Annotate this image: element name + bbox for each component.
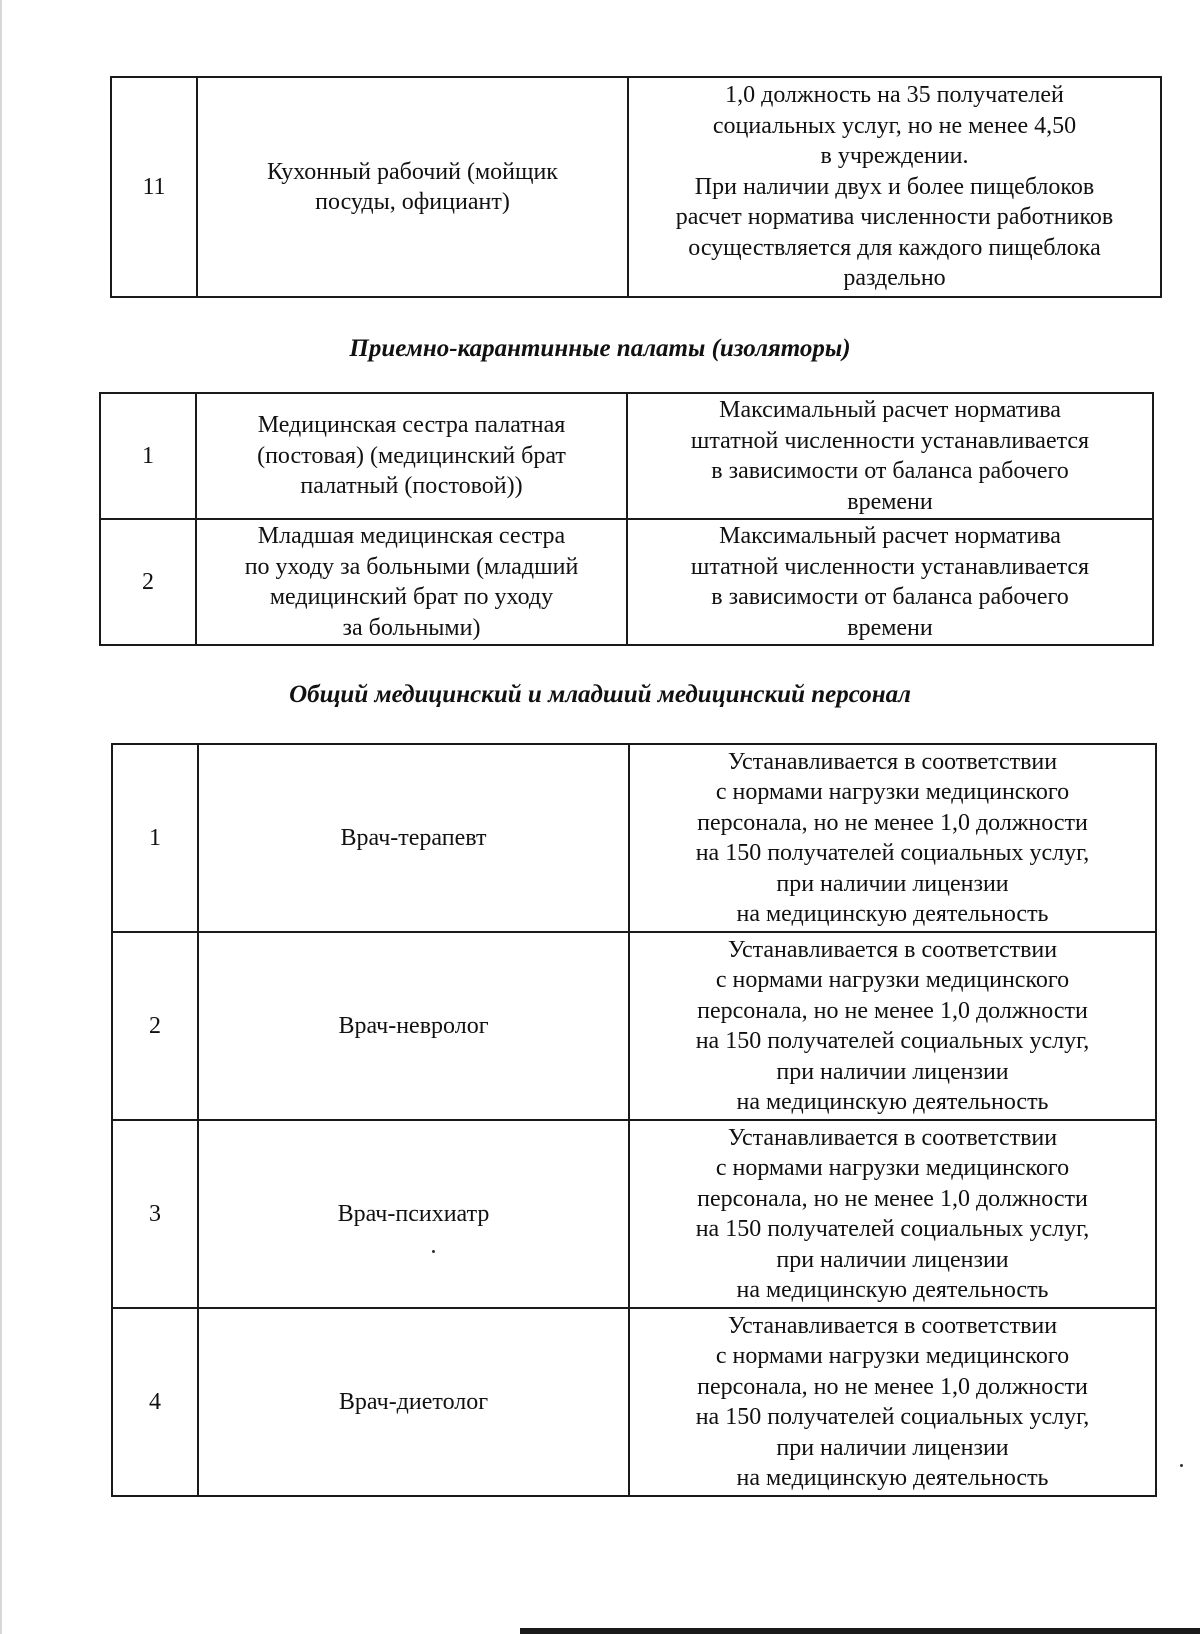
row-number: 11 bbox=[111, 77, 197, 297]
position-name: Врач-терапевт bbox=[198, 744, 629, 932]
scan-bottom-edge bbox=[520, 1628, 1200, 1634]
table-row bbox=[112, 932, 1156, 1120]
staffing-norm: Устанавливается в соответствии с нормами нагрузки медицинского персонала, но не менее 1,0 должности на 150 получателей социальных услуг, при наличии лицензии на медицинскую деятельность bbox=[629, 1120, 1156, 1308]
position-name: Врач-диетолог bbox=[198, 1308, 629, 1496]
table-row bbox=[112, 1308, 1156, 1496]
staffing-table-kitchen bbox=[110, 76, 1162, 298]
position-name: Врач-невролог bbox=[198, 932, 629, 1120]
position-name: Кухонный рабочий (мойщик посуды, официант) bbox=[197, 77, 628, 297]
section-title-medical-staff: Общий медицинский и младший медицинский персонал bbox=[289, 681, 911, 708]
position-name: Младшая медицинская сестра по уходу за больными (младший медицинский брат по уходу за больными) bbox=[196, 519, 627, 645]
table-row bbox=[100, 393, 1153, 519]
table-row bbox=[100, 519, 1153, 645]
table-row bbox=[112, 1120, 1156, 1308]
table-row bbox=[111, 77, 1161, 297]
row-number: 1 bbox=[112, 744, 198, 932]
staffing-table-medical bbox=[111, 743, 1157, 1497]
staffing-norm: Устанавливается в соответствии с нормами нагрузки медицинского персонала, но не менее 1,0 должности на 150 получателей социальных услуг, при наличии лицензии на медицинскую деятельность bbox=[629, 1308, 1156, 1496]
scan-speck bbox=[432, 1250, 435, 1253]
row-number: 1 bbox=[100, 393, 196, 519]
staffing-norm: 1,0 должность на 35 получателей социальных услуг, но не менее 4,50 в учреждении. При наличии двух и более пищеблоков расчет норматива численности работников осуществляется для каждого пищеблока раздельно bbox=[628, 77, 1161, 297]
position-name: Медицинская сестра палатная (постовая) (медицинский брат палатный (постовой)) bbox=[196, 393, 627, 519]
section-title-quarantine: Приемно-карантинные палаты (изоляторы) bbox=[349, 335, 851, 362]
staffing-norm: Устанавливается в соответствии с нормами нагрузки медицинского персонала, но не менее 1,0 должности на 150 получателей социальных услуг, при наличии лицензии на медицинскую деятельность bbox=[629, 744, 1156, 932]
staffing-table-quarantine bbox=[99, 392, 1154, 646]
scan-left-edge bbox=[0, 0, 2, 1634]
position-name: Врач-психиатр bbox=[198, 1120, 629, 1308]
row-number: 2 bbox=[100, 519, 196, 645]
scan-speck bbox=[1180, 1464, 1183, 1467]
row-number: 2 bbox=[112, 932, 198, 1120]
staffing-norm: Максимальный расчет норматива штатной численности устанавливается в зависимости от баланса рабочего времени bbox=[627, 519, 1153, 645]
staffing-norm: Устанавливается в соответствии с нормами нагрузки медицинского персонала, но не менее 1,0 должности на 150 получателей социальных услуг, при наличии лицензии на медицинскую деятельность bbox=[629, 932, 1156, 1120]
row-number: 3 bbox=[112, 1120, 198, 1308]
row-number: 4 bbox=[112, 1308, 198, 1496]
staffing-norm: Максимальный расчет норматива штатной численности устанавливается в зависимости от баланса рабочего времени bbox=[627, 393, 1153, 519]
table-row bbox=[112, 744, 1156, 932]
